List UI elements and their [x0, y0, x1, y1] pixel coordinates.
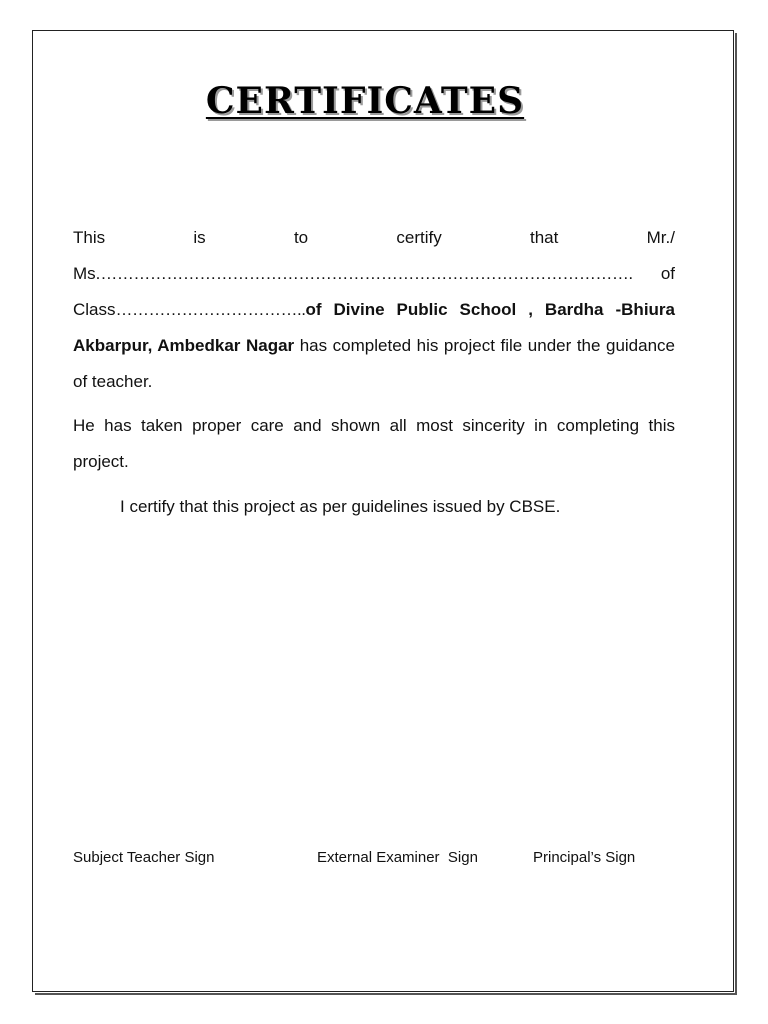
certificate-paragraph-2: He has taken proper care and shown all most sincerity in completing this project.: [73, 416, 675, 471]
certificate-paragraph-1: [73, 220, 675, 400]
word: Mr./: [646, 228, 675, 247]
student-name-blank: [73, 256, 633, 292]
paragraph-1-line-2: [73, 256, 675, 292]
word: is: [193, 228, 206, 247]
certificate-title: CERTIFICATES: [205, 80, 525, 122]
class-dotted-line: ……………………………..: [115, 300, 306, 319]
paragraph-1-line-1: [73, 220, 675, 256]
of-label: of: [660, 264, 675, 283]
paragraph-1-remainder: [73, 292, 675, 400]
word: This: [73, 228, 106, 247]
paragraph-1-rest: has completed his project file under the guidance of teacher.: [73, 336, 676, 391]
word: that: [530, 228, 559, 247]
ms-label: Ms.: [73, 264, 101, 283]
school-name: of Divine Public School , Bardha -Bhiura Akbarpur, Ambedkar Nagar: [73, 300, 675, 355]
subject-teacher-sign: Subject Teacher Sign: [73, 849, 215, 866]
name-dotted-line: …………………………………………………………………………………….: [100, 264, 633, 283]
word: to: [293, 228, 309, 247]
certificate-paragraph-3: I certify that this project as per guidelines issued by CBSE.: [120, 497, 561, 516]
class-label: Class: [73, 300, 116, 319]
word: certify: [396, 228, 442, 247]
principal-sign: Principal’s Sign: [533, 849, 636, 866]
external-examiner-sign: External Examiner Sign: [317, 849, 478, 866]
